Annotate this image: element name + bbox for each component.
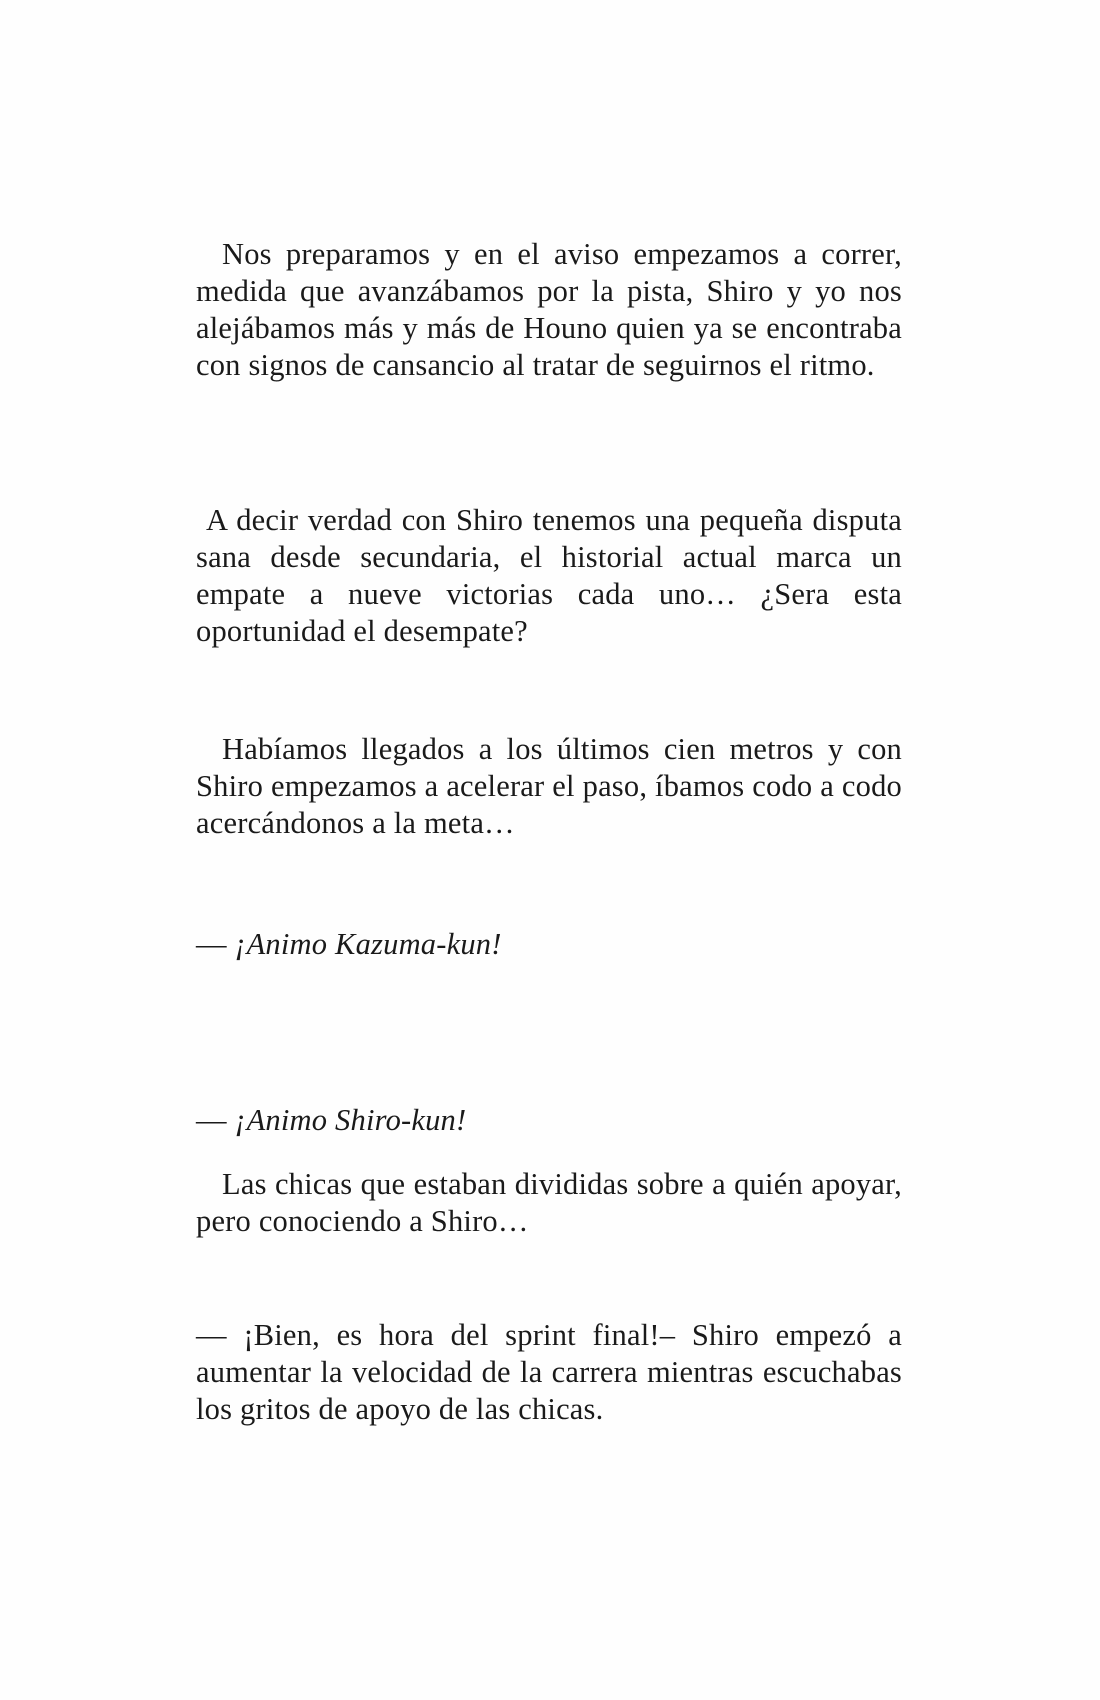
dialogue-text: ¡Animo Shiro-kun! [234,1103,467,1137]
dialogue-dash: — [196,927,235,961]
paragraph-race-start: Nos preparamos y en el aviso empezamos a correr, medida que avanzábamos por la pista, Shiro y yo nos alejábamos más y más de Houno quien ya se encontraba con signos de cansancio al tratar de seguirnos el ritmo. [196,237,902,382]
paragraph-final-sprint: — ¡Bien, es hora del sprint final!– Shiro empezó a aumentar la velocidad de la carrera mientras escuchabas los gritos de apoyo de las chicas. [196,1318,902,1426]
paragraph-last-meters: Habíamos llegados a los últimos cien metros y con Shiro empezamos a acelerar el paso, íbamos codo a codo acercándonos a la meta… [196,732,902,840]
dialogue-dash: — [196,1103,235,1137]
dialogue-cheer-shiro [196,1102,902,1139]
paragraph-girls-divided: Las chicas que estaban divididas sobre a quién apoyar, pero conociendo a Shiro… [196,1167,902,1238]
dialogue-text: ¡Animo Kazuma-kun! [234,927,502,961]
dialogue-cheer-kazuma [196,926,902,963]
paragraph-rivalry: A decir verdad con Shiro tenemos una pequeña disputa sana desde secundaria, el historial actual marca un empate a nueve victorias cada uno… ¿Sera esta oportunidad el desempate? [196,503,902,648]
